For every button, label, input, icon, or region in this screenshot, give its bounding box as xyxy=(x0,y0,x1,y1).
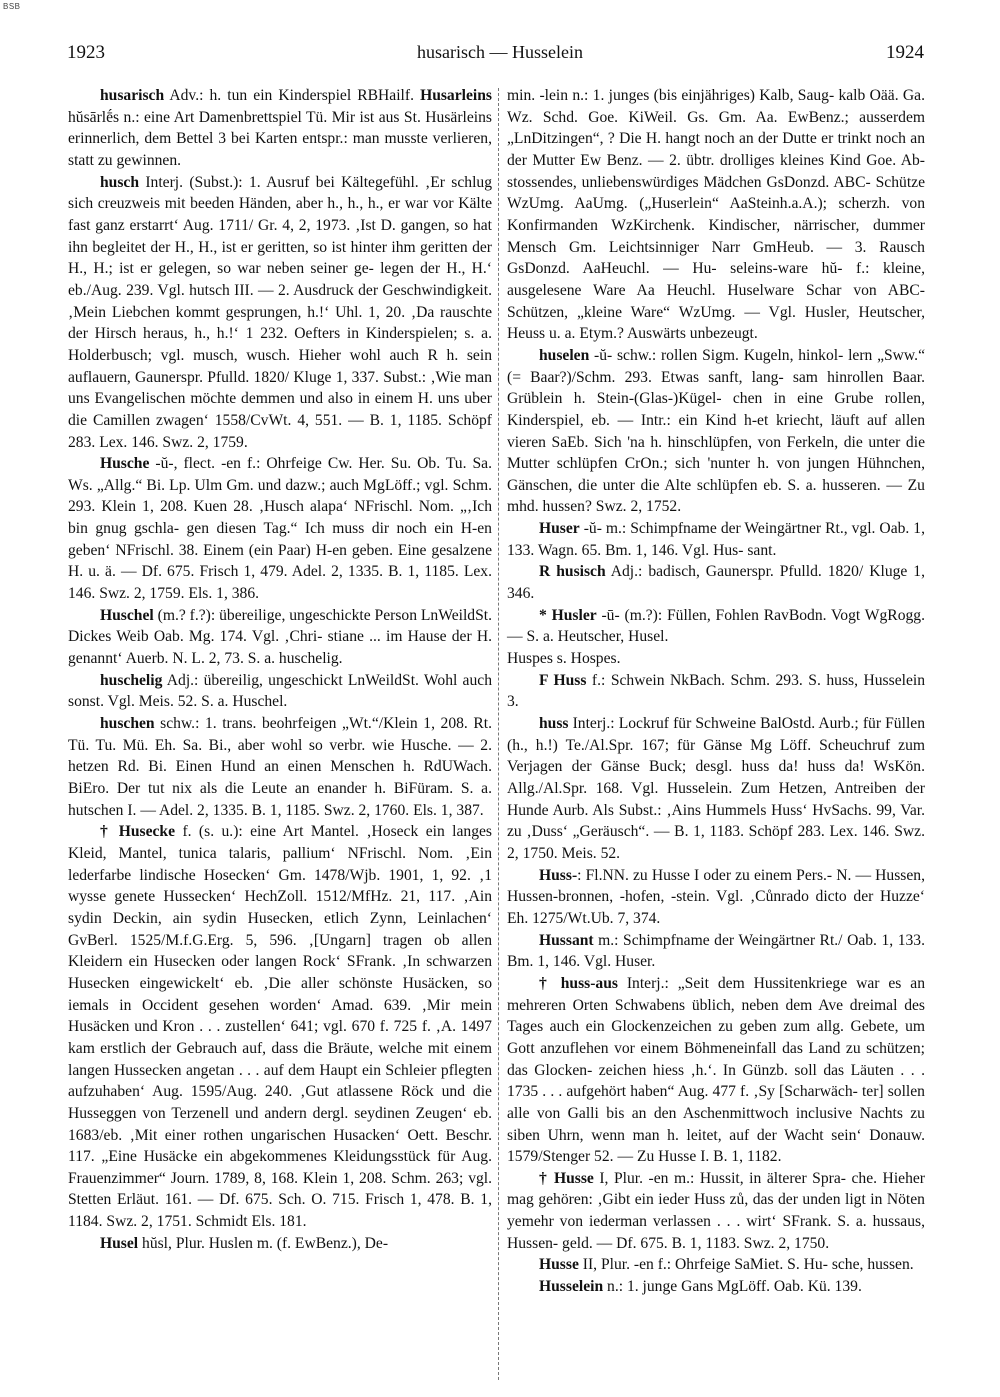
entry-text: legen der H., H.‘ eb./Aug. 239. Vgl. hutsch III. — 2. xyxy=(68,260,492,299)
entry-text: es an mehreren Orten Schwabens üblich, neben dem xyxy=(507,974,925,1014)
entry-text: Schöpf 283. Lex. 146. Swz. 2, 1759. xyxy=(68,411,492,451)
entry-text: heraus, h., h.!‘ 1 232. Oefters in Kinderspielen; s. xyxy=(143,325,475,343)
entry-text: f. (s. u.): eine Art Mantel. ‚Hoseck xyxy=(175,823,419,841)
entry-headword: Hussant xyxy=(539,931,594,949)
dictionary-entry xyxy=(507,1254,925,1276)
entry-text: ‚Er schlug sich creuzweis mit beeden Händen, aber h., xyxy=(68,173,492,213)
entry-text: Ausdruck der Geschwindigkeit. ‚Mein Liebchen kommt xyxy=(68,281,492,321)
entry-text: ter] sollen alle von Galli bis an den Aschenmittwoch xyxy=(507,1083,925,1122)
entry-text: 1, 387. xyxy=(440,801,484,819)
entry-text: Adj.: übereilig, ungeschickt LnWeildSt. xyxy=(162,671,419,689)
entry-text: 146. Swz. 2, 1750. Meis. 52. xyxy=(507,823,925,862)
entry-text: Böhmeneinfall das Land zu schützen; das Glocken- xyxy=(507,1039,925,1079)
entry-text: II, Plur. -en f.: Ohrfeige SaMiet. S. Hu- xyxy=(578,1256,828,1274)
dictionary-entry xyxy=(68,713,492,821)
dictionary-entry xyxy=(507,930,925,973)
dictionary-entry xyxy=(68,1233,492,1255)
left-column xyxy=(68,85,492,1254)
entry-text: Husselein. Zum Hetzen, Antreiben der Hunde Aurb. xyxy=(507,780,925,819)
entry-text: an einen Menschen h. RdUWach. BiEro. Der tut xyxy=(68,758,492,797)
entry-text: che. Hieher mag gehören: ‚Gibt ein ieder Huss zů, xyxy=(507,1169,925,1209)
entry-text: Als Subst.: ‚Ains Hummels Huss‘ HvSachs. 99, Var. xyxy=(592,801,925,819)
entry-text: lern „Sww.“ (= Baar?)/Schm. 293. Etwas sanft, lang- xyxy=(507,346,926,386)
entry-text: Kluge 1, 346. xyxy=(507,563,925,603)
entry-text: ein langes Kleid, Mantel, tunica talaris, pallium‘ xyxy=(68,823,492,862)
entry-text: hŭsārlḗs n.: eine Art Damenbrettspiel xyxy=(68,108,302,126)
entry-text: a. Holderbusch; vgl. musch, wusch. Hieher wohl xyxy=(68,325,492,364)
entry-text: 1, 208. Rt. Tü. Tu. Mü. Eh. Sa. Bi., aber wohl so xyxy=(68,715,492,754)
entry-text: inclusive Nachts zu siben Uhrn, wenn man h. leitet, xyxy=(507,1104,925,1144)
dictionary-entry xyxy=(68,670,492,713)
page-header xyxy=(0,42,1000,66)
entry-text: GmHeub. — 3. Rausch GsDonzd. AaHeuchl. — Hu- xyxy=(507,238,925,278)
entry-text: und andern dergl. seydinen Zeugen‘ eb. 1683/eb. ‚Mit xyxy=(68,1104,492,1144)
entry-text: auf der Wacht sein‘ Donauw. 1579/Stenger 52. — xyxy=(507,1126,925,1166)
entry-text: ein Kind h-et kriecht, läuft auf allen vieren SaEb. xyxy=(507,411,925,451)
entry-text: 1525/M.f.G.Erg. 5, 596. ‚[Ungarn] tragen ob allen xyxy=(129,931,492,949)
entry-text: n.: 1. junge Gans MgLöff. Oab. Kü. 139. xyxy=(603,1278,862,1296)
entry-headword: † Husse xyxy=(539,1169,594,1187)
entry-text: vgl. Oab. 1, 133. Wagn. 65. Bm. 1, 146. Vgl. Hus- xyxy=(507,520,925,559)
entry-text: das der unden ligt in Nöten yemehr von iederman xyxy=(507,1191,925,1231)
entry-text: 1735 . . . aufgehört haben“ Aug. 477 f. ‚Sy [Scharwäch- xyxy=(507,1083,858,1101)
dictionary-entry xyxy=(507,713,925,865)
dictionary-entry xyxy=(507,648,925,670)
entry-text: Adj.: badisch, Gaunerspr. Pfulld. 1820/ xyxy=(605,563,864,581)
entry-headword: Huser xyxy=(539,520,580,538)
entry-text: einer rothen ungarischen Husacken‘ Oett. Beschr. 117. xyxy=(68,1126,492,1166)
entry-text: sche, hussen. xyxy=(831,1256,914,1274)
entry-text: statt zu gewinnen. xyxy=(68,151,182,169)
dictionary-entry xyxy=(68,821,492,1232)
entry-text: Ave dreimal des Tages auch ein Glockenzeichen zu xyxy=(507,996,925,1036)
entry-headword: F Huss xyxy=(539,671,587,689)
entry-text: ‚Cůnrado dicto der Huzze‘ Eh. 1275/Wt.Ub. 7, 374. xyxy=(507,888,925,927)
entry-text: f.: Schwein NkBach. Schm. 293. S. huss, xyxy=(586,671,858,689)
dictionary-entry xyxy=(507,1168,925,1255)
dictionary-entry xyxy=(507,1276,925,1298)
column-divider xyxy=(498,88,499,1380)
page-number-left: 1923 xyxy=(67,42,105,63)
entry-text: Tü. Mir ist aus St. Husärleins erinnerlich, dem xyxy=(68,108,492,148)
entry-text: der H., H.; ist er gelegen, so war neben seiner ge- xyxy=(68,238,492,278)
entry-text: scherzh. von Konfirmanden WzKirchenk. Kindischer, xyxy=(507,195,925,234)
entry-text: geld. — Df. 675. B. 1, 1183. Swz. 2, 1750. xyxy=(562,1234,830,1252)
entry-headword: huschen xyxy=(100,715,155,733)
entry-text: Gm. 1478/Wjb. 1901, 1, 92. ‚1 wysse genete Hussecken‘ xyxy=(68,866,492,906)
entry-text: Schm. 263; vgl. Stetten Erläut. 161. — Df. 675. Sch. O. xyxy=(68,1169,493,1209)
entry-headword: Huschel xyxy=(100,606,154,624)
entry-text: huss da! huss da! WsKön. Allg./Al.Spr. 168. Vgl. xyxy=(507,758,925,797)
entry-text: Gr. 4, 2, 1973. ‚Ist D. gangen, so hat ihn begleitet xyxy=(68,216,492,256)
entry-text: auch R h. sein auflauern, Gaunerspr. Pfulld. 1820/ xyxy=(68,346,492,386)
entry-text: Kluge 1, 337. Subst.: ‚Wie man uns Evangelischen xyxy=(68,368,493,408)
entry-text: kalb Oää. Ga. Wz. Schd. Goe. KiWeil. Gs. Gm. Aa. xyxy=(507,87,925,126)
entry-headword: huselen xyxy=(539,346,590,364)
entry-text: I, Plur. -en m.: Hussit, in älterer Spra- xyxy=(593,1169,846,1187)
entry-text: EwBenz.; ausserdem „LnDitzingen“, ? Die H. hangt xyxy=(507,108,925,148)
entry-text: närrischer, dummer Mensch Gm. Leichtsinniger Narr xyxy=(507,216,925,256)
entry-text: ein Schleier pflegten aufzuhaben‘ Aug. 1595/Aug. 240. xyxy=(68,1061,493,1101)
entry-headword: Husselein xyxy=(539,1278,604,1296)
entry-text: -ŭ- m.: Schimpfname der Weingärtner Rt., xyxy=(579,520,848,538)
entry-text: Adv.: h. tun ein Kinderspiel RBHailf. xyxy=(164,87,414,104)
right-column xyxy=(507,85,925,1298)
entry-text: 1335. B. 1, 1185. Lex. 146. Swz. 2, 1759. Els. 1, 386. xyxy=(68,563,492,603)
entry-text: Benz. — 2. übtr. drolliges kleines Kind Goe. Ab- xyxy=(606,151,925,169)
dictionary-entry xyxy=(507,670,925,713)
entry-text: LnWeildSt. Dickes Weib Oab. Mg. 174. Vgl. ‚Chri- xyxy=(68,606,492,646)
entry-text: N. — Hussen, Hussen-bronnen, -hofen, -stein. Vgl. xyxy=(507,866,925,906)
entry-headword: huschelig xyxy=(100,671,163,689)
entry-headword: Husche xyxy=(100,455,150,473)
entry-text: schw.: 1. trans. beohrfeigen „Wt.“/Klein xyxy=(154,715,418,733)
dictionary-entry xyxy=(507,85,925,345)
entry-text: h., h., er war vor Kälte fast ganz erstarrt‘ Aug. 1711/ xyxy=(68,195,492,234)
entry-text: Ware“ WzUmg. — Vgl. Husler, Heutscher, Heuss u. a. xyxy=(507,303,926,343)
entry-text: Huspes s. Hospes. xyxy=(507,650,621,668)
entry-text: einem langen Hussecken angetan . . . auf dem Haupt xyxy=(68,1039,492,1079)
entry-text: Aug. Frauenzimmer“ Journ. 1789, 8, 168. Klein 1, 208. xyxy=(68,1148,492,1187)
entry-text: Löff. Scheuchruf zum Verjagen der Gänse Buck; desgl. xyxy=(507,736,926,776)
entry-headword: R husisch xyxy=(539,563,606,581)
entry-text: erstlich der Gebrauch auf, dass die Bräute, welche mit xyxy=(100,1039,449,1057)
entry-text: ‚In schwarzen Husecken eingewickelt‘ eb. ‚Die aller xyxy=(68,953,492,992)
entry-headword: Husse xyxy=(539,1256,579,1274)
entry-headword: † huss-aus xyxy=(539,974,618,992)
dictionary-entry xyxy=(68,453,492,605)
entry-text: WgRogg. — S. a. Heutscher, Husel. xyxy=(507,606,925,646)
entry-text: 715. Frisch 1, 478. B. 1, 1184. Swz. 2, 1751. Schmidt Els. 181. xyxy=(68,1191,492,1231)
entry-text: gesprungen, h.!‘ Uhl. 1, 20. ‚Da rauschte der Hirsch xyxy=(68,303,492,343)
entry-text: stiane ... im Hause der H. genannt‘ Auerb. N. L. 2, xyxy=(68,628,492,668)
entry-text: möchte demmen und also in einem H. uns uber die xyxy=(68,390,492,429)
entry-text: sydin Husecken, etlich Zynn, Leinlachen‘ GvBerl. xyxy=(68,909,492,949)
entry-text: schönste Husäcken, so iemals in Occident gesehen xyxy=(68,974,492,1014)
entry-headword: Husarleins xyxy=(420,87,492,104)
entry-headword: huss xyxy=(539,715,569,733)
entry-text: Interj.: Lockruf für Schweine BalOstd. Aurb.; xyxy=(568,715,859,733)
entry-text: geben zum allg. Gebete, um Gott anzuflehen vor einem xyxy=(507,1018,925,1057)
entry-text: m.: Schimpfname der Weingärtner Rt./ xyxy=(593,931,843,949)
entry-text: 73. S. a. huschelig. xyxy=(224,650,343,668)
dictionary-entry xyxy=(507,518,925,561)
dictionary-entry xyxy=(507,561,925,604)
entry-headword: † Husecke xyxy=(100,823,176,841)
entry-headword: Huss- xyxy=(539,866,578,884)
entry-text: Oab. 1, 133. Bm. 1, 146. Vgl. Huser. xyxy=(507,931,925,971)
entry-text: -ŭ-, flect. -en f.: Ohrfeige Cw. Her. Su. xyxy=(149,455,412,473)
entry-text: gesalzene H. u. ä. — Df. 675. Frisch 1, 479. Adel. 2, xyxy=(68,541,492,581)
entry-headword: husarisch xyxy=(100,87,165,104)
entry-text: seleins-ware hŭ- f.: kleine, ausgelesene Ware Aa xyxy=(507,260,926,299)
dictionary-entry xyxy=(68,605,492,670)
entry-headword: Husel xyxy=(100,1234,139,1252)
entry-text: Interj.: „Seit dem Hussitenkriege war xyxy=(617,974,880,992)
dictionary-entry xyxy=(507,345,925,518)
entry-text: worden‘ Amad. 639. ‚Mir mein Husäcken und Kron xyxy=(68,996,492,1036)
entry-text: Interj. (Subst.): 1. Ausruf bei Kältegefühl. xyxy=(139,173,419,191)
entry-text: Schütze WzUmg. AaUmg. („Huserlein“ AaSteinh.a.A.); xyxy=(507,173,925,213)
entry-text: Zu Husse I. B. 1, 1182. xyxy=(636,1148,782,1166)
entry-text: nix als die Leute an enander h. BiFüram. S. a. xyxy=(172,780,492,797)
entry-text: sant. xyxy=(747,541,777,559)
entry-text: verbr. wie Husche. — 2. hetzen Rd. Bi. Einen Hund xyxy=(68,736,492,776)
entry-text: Bettel 3 bei Karten entspr.: man musste verlieren, xyxy=(176,130,492,148)
entry-text: Wohl auch sonst. Vgl. Meis. 52. S. a. Huschel. xyxy=(68,671,492,711)
entry-text: für Füllen (h., h.!) Te./Al.Spr. 167; für Gänse Mg xyxy=(507,715,925,754)
dictionary-entry xyxy=(68,85,492,172)
entry-text: -ŭ- schw.: rollen Sigm. Kugeln, hinkol- xyxy=(589,346,844,364)
entry-text: chen in eine Grube rollen, Kinderspiel, eb. — Intr.: xyxy=(507,390,925,429)
entry-text: gen diesen Tag.“ Ich muss dir noch ein H-en geben‘ xyxy=(68,520,492,559)
dictionary-entry xyxy=(507,605,925,648)
entry-text: „Eine Husäcke ein abgekommenes Kleidungsstück für xyxy=(101,1148,456,1166)
entry-headword: husch xyxy=(100,173,140,191)
dictionary-entry xyxy=(507,973,925,1168)
entry-text: Mutter schlüpfen CrOn.; sich 'nunter h. von jungen xyxy=(507,455,850,473)
entry-text: Camillen zwagen‘ 1558/CvWt. 4, 551. — B. 1, 1185. xyxy=(92,411,442,429)
entry-text: Sich 'na h. hinschlüpfen, von Ferkeln, die unter die xyxy=(593,433,925,451)
entry-text: hŭsl, Plur. Huslen m. (f. EwBenz.), De- xyxy=(138,1234,389,1252)
entry-text: NFrischl. Nom. ‚Ein lederfarbe lindische Hosecken‘ xyxy=(68,844,492,884)
entry-text: : Fl.NN. zu Husse I oder zu einem Pers.- xyxy=(577,866,833,884)
entry-text: zu ‚Duss‘ „Geräusch“. — B. 1, 1183. Schöpf 283. Lex. xyxy=(507,823,858,841)
entry-text: (m.? f.?): übereilige, ungeschickte Person xyxy=(153,606,417,624)
entry-text: min. -lein n.: 1. junges (bis einjähriges) Kalb, Saug- xyxy=(507,87,835,104)
entry-text: auch MgLöff.; vgl. Schm. 293. Klein 1, 208. Kuen 28. xyxy=(68,476,492,516)
entry-text: hutschen I. — Adel. 2, 1335. B. 1, 1185. Swz. 2, 1760. Els. xyxy=(68,801,437,819)
entry-text: Ob. Tu. Sa. Ws. „Allg.“ Bi. Lp. Ulm Gm. und dazw.; xyxy=(68,455,492,494)
entry-text: der H., H., ist er geritten, so ist hinter ihm geritten xyxy=(150,238,468,256)
entry-text: Kleidern ein Husecken oder langen Rock‘ SFrank. xyxy=(68,953,396,971)
entry-text: S. a. husseren. — Zu mhd. hussen? Swz. 2, 1752. xyxy=(507,476,925,516)
entry-headword: * Husler xyxy=(539,606,597,624)
entry-text: Hühnchen, Gänschen, die unter die Alte schlüpfen eb. xyxy=(507,455,925,494)
entry-text: verlassen . . . wirt‘ SFrank. S. a. hussaus, Hussen- xyxy=(507,1213,925,1252)
entry-text: ‚Gut atlassene Röck und die Husseggen von Terzenell xyxy=(68,1083,492,1122)
entry-text: zeichen hiess ‚h.‘. In Günzb. soll das Läuten . . . xyxy=(598,1061,925,1079)
entry-text: ‚Husch alapa‘ NFrischl. Nom. „‚Ich bin gnug gschla- xyxy=(68,498,492,538)
entry-text: . . . zustellen‘ 641; vgl. 670 f. 725 f. ‚A. 1497 kam xyxy=(68,1018,492,1057)
dictionary-entry xyxy=(68,172,492,454)
entry-text: -ū- (m.?): Füllen, Fohlen RavBodn. Vogt xyxy=(596,606,861,624)
library-stamp: BSB xyxy=(3,2,21,11)
entry-text: HechZoll. 1512/MfHz. 21, 117. ‚Ain sydin Deckin, ain xyxy=(68,888,493,927)
entry-text: Husselein 3. xyxy=(507,671,925,711)
entry-text: sam hinrollen Baar. Grüblein h. Stein-(Glas-)Kügel- xyxy=(507,368,925,408)
entry-text: Heuchl. Huselware Schar von ABC-Schützen, „kleine xyxy=(507,281,925,321)
entry-text: stossendes, unliebenswürdiges Mädchen GsDonzd. ABC- xyxy=(507,173,871,191)
entry-text: noch an der Dutte er trinkt noch an der Mutter Ew xyxy=(507,130,925,169)
entry-text: NFrischl. 38. Einem (ein Paar) H-en geben. Eine xyxy=(115,541,427,559)
running-title: husarisch — Husselein xyxy=(417,42,583,62)
page-number-right: 1924 xyxy=(886,42,924,63)
entry-text: Etym.? Auswärts unbezeugt. xyxy=(579,325,758,343)
dictionary-entry xyxy=(507,865,925,930)
